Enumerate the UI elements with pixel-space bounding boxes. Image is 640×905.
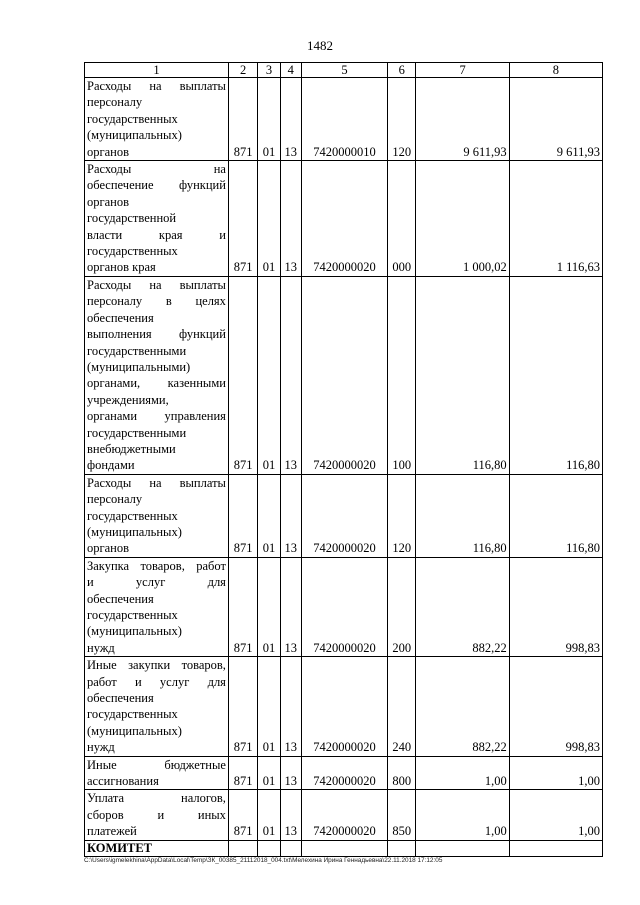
ministry-code-cell: 871 xyxy=(228,557,257,656)
header-cell: 8 xyxy=(509,63,602,78)
expense-name-cell: Закупка товаров, работ и услуг для обеспечения государственных (муниципальных) нужд xyxy=(85,557,229,656)
table-header-row xyxy=(85,63,603,78)
subsection-code-cell: 13 xyxy=(280,790,301,840)
amount-col7-cell: 882,22 xyxy=(416,557,509,656)
target-article-cell: 7420000020 xyxy=(301,276,387,474)
table-row xyxy=(85,657,603,756)
section-code-cell: 01 xyxy=(258,161,280,277)
amount-col8-cell: 998,83 xyxy=(509,657,602,756)
expense-name-cell: Расходы на обеспечение функций органов государственной власти края и государственных органов края xyxy=(85,161,229,277)
expense-name-cell: Расходы на выплаты персоналу в целях обеспечения выполнения функций государственными (муниципальными) органами, казенными учреждениями, органами управления государственными внебюджетными фондами xyxy=(85,276,229,474)
empty-cell xyxy=(228,840,257,856)
target-article-cell: 7420000020 xyxy=(301,756,387,790)
amount-col7-cell: 1,00 xyxy=(416,756,509,790)
amount-col8-cell: 1,00 xyxy=(509,756,602,790)
ministry-code-cell: 871 xyxy=(228,474,257,557)
expense-type-cell: 200 xyxy=(388,557,416,656)
amount-col7-cell: 1 000,02 xyxy=(416,161,509,277)
amount-col7-cell: 1,00 xyxy=(416,790,509,840)
file-path-footer: C:\Users\igmelekhina\AppData\Local\Temp\ЗК_00385_21112018_004.txt\Мелехина Ирина Геннадьевна\22.11.2018 17:12:05 xyxy=(84,857,443,864)
header-cell: 7 xyxy=(416,63,509,78)
section-code-cell: 01 xyxy=(258,276,280,474)
header-cell: 5 xyxy=(301,63,387,78)
table-row xyxy=(85,756,603,790)
section-code-cell: 01 xyxy=(258,756,280,790)
amount-col7-cell: 116,80 xyxy=(416,474,509,557)
target-article-cell: 7420000020 xyxy=(301,557,387,656)
expense-name-cell: Уплата налогов, сборов и иных платежей xyxy=(85,790,229,840)
expense-type-cell: 120 xyxy=(388,78,416,161)
amount-col8-cell: 116,80 xyxy=(509,474,602,557)
amount-col7-cell: 882,22 xyxy=(416,657,509,756)
amount-col7-cell: 116,80 xyxy=(416,276,509,474)
expense-name-cell: Иные бюджетные ассигнования xyxy=(85,756,229,790)
amount-col8-cell: 998,83 xyxy=(509,557,602,656)
committee-row xyxy=(85,840,603,856)
header-cell: 6 xyxy=(388,63,416,78)
section-code-cell: 01 xyxy=(258,78,280,161)
header-cell: 1 xyxy=(85,63,229,78)
empty-cell xyxy=(258,840,280,856)
header-cell: 3 xyxy=(258,63,280,78)
section-code-cell: 01 xyxy=(258,557,280,656)
table-row xyxy=(85,276,603,474)
table-row xyxy=(85,790,603,840)
empty-cell xyxy=(388,840,416,856)
target-article-cell: 7420000020 xyxy=(301,657,387,756)
expense-name-cell: Иные закупки товаров, работ и услуг для обеспечения государственных (муниципальных) нужд xyxy=(85,657,229,756)
expense-name-cell: Расходы на выплаты персоналу государственных (муниципальных) органов xyxy=(85,474,229,557)
ministry-code-cell: 871 xyxy=(228,756,257,790)
budget-table xyxy=(84,62,603,857)
subsection-code-cell: 13 xyxy=(280,756,301,790)
expense-type-cell: 850 xyxy=(388,790,416,840)
empty-cell xyxy=(416,840,509,856)
header-cell: 2 xyxy=(228,63,257,78)
target-article-cell: 7420000020 xyxy=(301,474,387,557)
ministry-code-cell: 871 xyxy=(228,161,257,277)
expense-type-cell: 240 xyxy=(388,657,416,756)
table-row xyxy=(85,161,603,277)
subsection-code-cell: 13 xyxy=(280,557,301,656)
empty-cell xyxy=(301,840,387,856)
amount-col8-cell: 1 116,63 xyxy=(509,161,602,277)
empty-cell xyxy=(280,840,301,856)
expense-name-cell: Расходы на выплаты персоналу государственных (муниципальных) органов xyxy=(85,78,229,161)
subsection-code-cell: 13 xyxy=(280,474,301,557)
table-row xyxy=(85,557,603,656)
committee-label: КОМИТЕТ xyxy=(85,840,229,856)
section-code-cell: 01 xyxy=(258,657,280,756)
table-row xyxy=(85,474,603,557)
subsection-code-cell: 13 xyxy=(280,78,301,161)
ministry-code-cell: 871 xyxy=(228,657,257,756)
amount-col8-cell: 1,00 xyxy=(509,790,602,840)
expense-type-cell: 800 xyxy=(388,756,416,790)
section-code-cell: 01 xyxy=(258,474,280,557)
target-article-cell: 7420000020 xyxy=(301,161,387,277)
subsection-code-cell: 13 xyxy=(280,657,301,756)
expense-type-cell: 000 xyxy=(388,161,416,277)
subsection-code-cell: 13 xyxy=(280,161,301,277)
ministry-code-cell: 871 xyxy=(228,276,257,474)
expense-type-cell: 120 xyxy=(388,474,416,557)
target-article-cell: 7420000010 xyxy=(301,78,387,161)
section-code-cell: 01 xyxy=(258,790,280,840)
target-article-cell: 7420000020 xyxy=(301,790,387,840)
table-row xyxy=(85,78,603,161)
amount-col8-cell: 116,80 xyxy=(509,276,602,474)
amount-col7-cell: 9 611,93 xyxy=(416,78,509,161)
page-number: 1482 xyxy=(307,38,333,53)
subsection-code-cell: 13 xyxy=(280,276,301,474)
expense-type-cell: 100 xyxy=(388,276,416,474)
ministry-code-cell: 871 xyxy=(228,78,257,161)
header-cell: 4 xyxy=(280,63,301,78)
ministry-code-cell: 871 xyxy=(228,790,257,840)
empty-cell xyxy=(509,840,602,856)
amount-col8-cell: 9 611,93 xyxy=(509,78,602,161)
